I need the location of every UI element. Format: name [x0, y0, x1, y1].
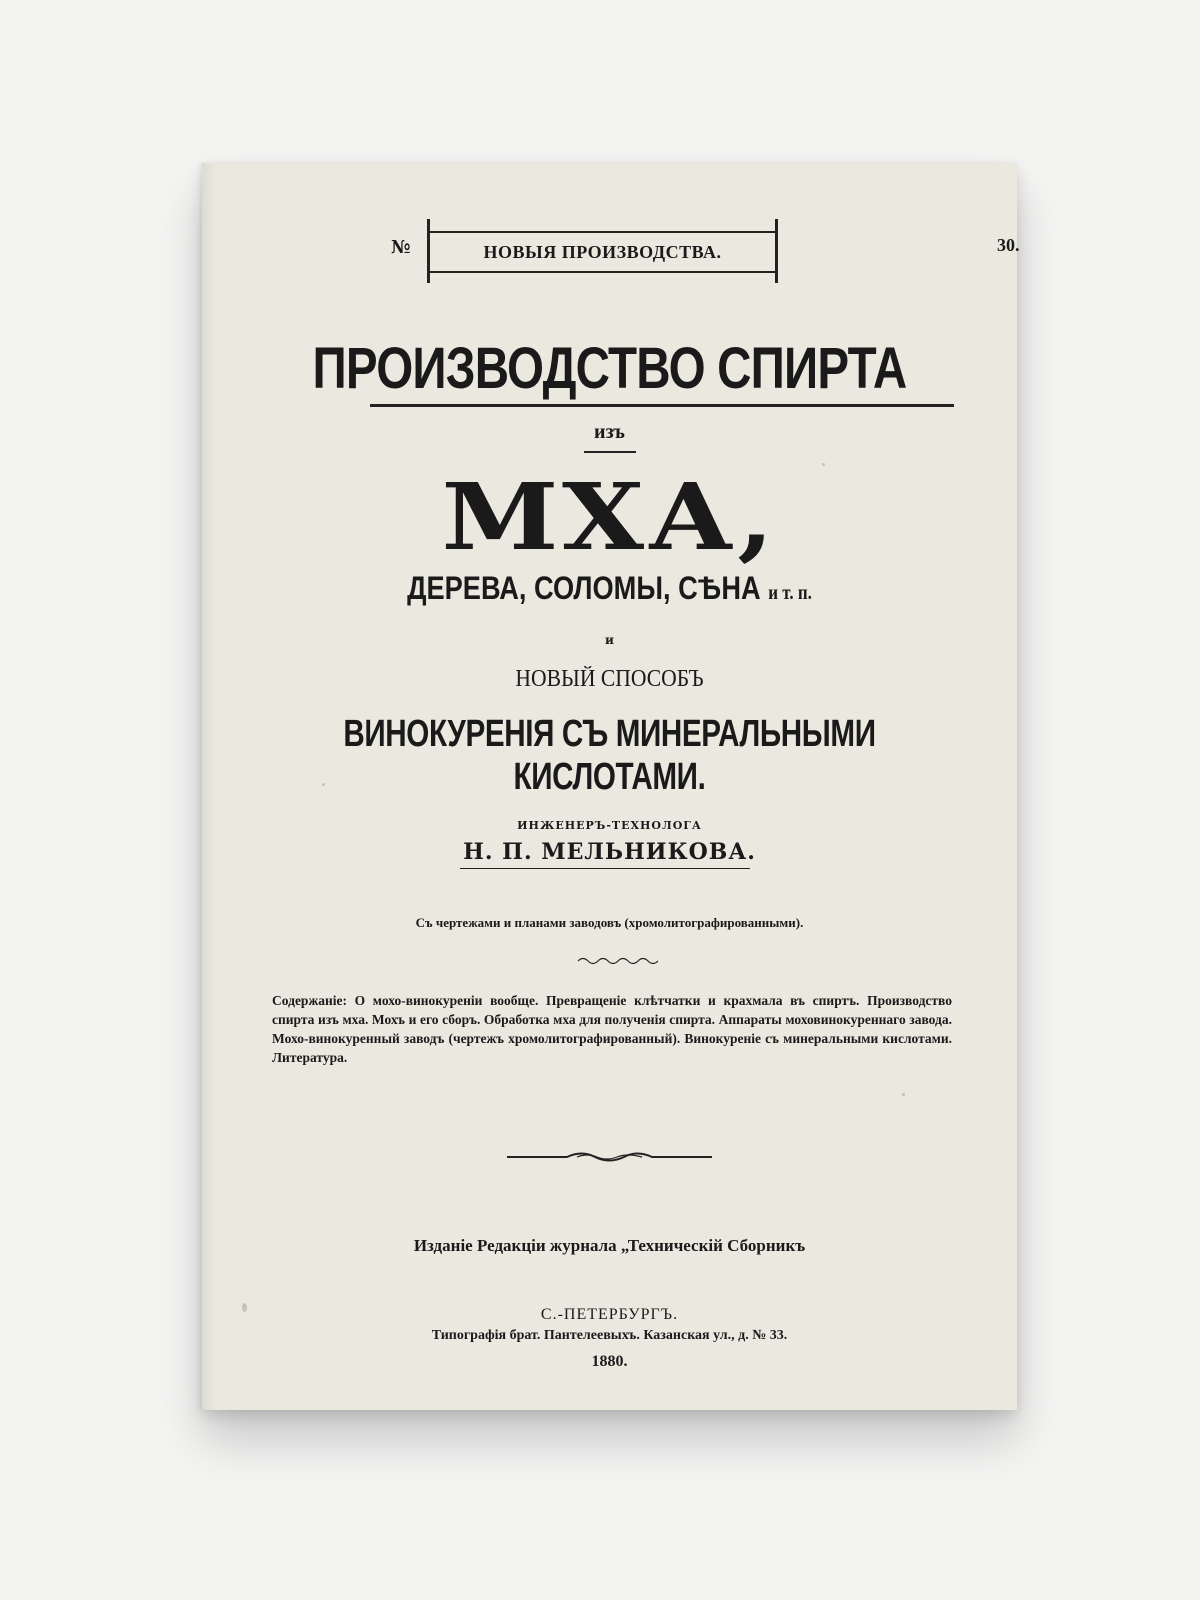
paper-speck: [322, 783, 325, 786]
city: С.-ПЕТЕРБУРГЪ.: [540, 1306, 679, 1323]
distilling-line: ВИНОКУРЕНІЯ СЪ МИНЕРАЛЬНЫМИ КИСЛОТАМИ.: [343, 713, 876, 798]
new-method-line: НОВЫЙ СПОСОБЪ: [515, 666, 704, 692]
wave-divider: [578, 956, 658, 966]
title-rule: [370, 404, 954, 407]
series-title: НОВЫЯ ПРОИЗВОДСТВА.: [483, 242, 722, 262]
paper-speck: [242, 1303, 247, 1312]
contents-paragraph: Содержаніе: О мохо-винокуреніи вообще. Превращеніе клѣтчатки и крахмала въ спиртъ. Производство спирта изъ мха. Мохъ и его сборъ. Обработка мха для полученія спирта. Аппараты моховинокуреннаго завода. Мохо-винокуренный заводъ (чертежъ хромолитографированный). Винокуреніе съ минеральными кислотами. Литература.: [272, 993, 952, 1065]
series-header: [385, 213, 1020, 273]
series-number: 30.: [997, 235, 1020, 255]
book-cover: [202, 163, 1020, 1410]
materials-tail: и т. п.: [768, 582, 812, 604]
main-title: ПРОИЗВОДСТВО СПИРТА: [312, 336, 907, 401]
printer-line: Типографія брат. Пантелеевыхъ. Казанская ул., д. № 33.: [431, 1328, 788, 1343]
title-preposition: изъ: [594, 421, 625, 443]
materials-main: ДЕРЕВА, СОЛОМЫ, СѢНА: [407, 570, 761, 606]
materials-line: [263, 570, 956, 607]
publisher-line: Изданіе Редакціи журнала „Техническій Сборникъ: [413, 1236, 806, 1255]
conjunction: и: [605, 633, 614, 647]
ornament-divider: [507, 1148, 712, 1166]
series-number-sign: №: [391, 237, 411, 258]
series-title-frame: [430, 231, 775, 273]
author-name: Н. П. МЕЛЬНИКОВА.: [463, 839, 756, 865]
big-title-word: МХА,: [441, 463, 778, 571]
publication-year: 1880.: [591, 1353, 628, 1370]
engineer-title: ИНЖЕНЕРЪ-ТЕХНОЛОГА: [517, 819, 702, 832]
paper-speck: [822, 463, 825, 466]
author-rule: [460, 868, 750, 869]
preposition-rule: [584, 451, 636, 453]
paper-speck: [902, 1093, 905, 1096]
drawings-note: Съ чертежами и планами заводовъ (хромолитографированными).: [415, 915, 804, 930]
